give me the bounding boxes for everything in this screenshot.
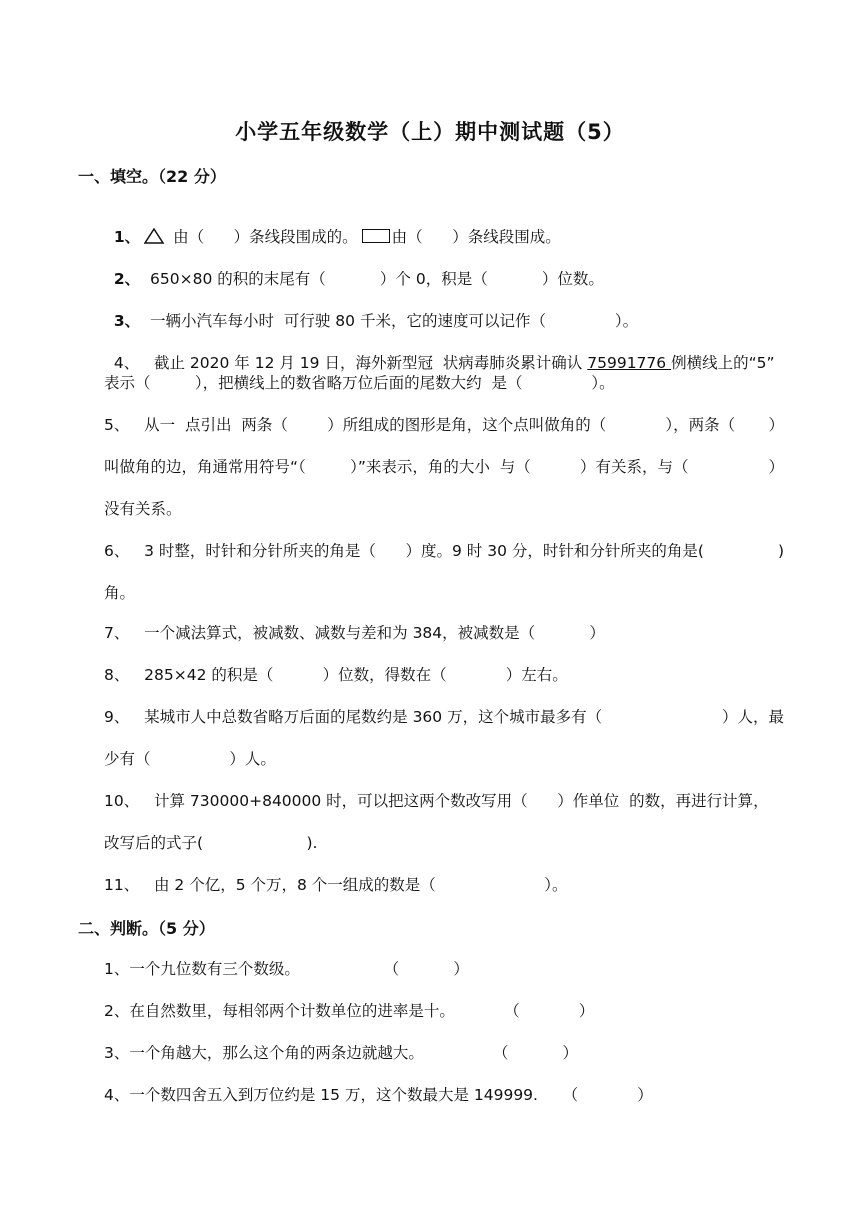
- rectangle-icon: [362, 229, 390, 243]
- question-5-line-3: 没有关系。: [104, 500, 182, 518]
- question-2: [104, 246, 784, 290]
- question-text: ）: [724, 458, 784, 476]
- section-heading-fill-in: 一、填空。（22 分）: [78, 167, 226, 186]
- question-text: 6、 3 时整，时针和分针所夹的角是（ ）度。9 时 30 分，时针和分针所夹的角是(: [104, 542, 704, 560]
- question-9-line-2: 少有（ ）人。: [104, 750, 276, 768]
- judge-item-1: 1、一个九位数有三个数级。 （ ）: [104, 960, 469, 978]
- question-text: ）: [748, 416, 784, 434]
- question-1: [104, 204, 784, 248]
- question-6-line-2: 角。: [104, 584, 136, 602]
- judge-item-4: 4、一个数四舍五入到万位约是 15 万，这个数最大是 149999. （ ）: [104, 1086, 653, 1104]
- question-11: 11、 由 2 个亿，5 个万，8 个一组成的数是（ ）。: [104, 876, 568, 894]
- question-text: ): [728, 542, 784, 560]
- question-text: 叫做角的边，角通常用符号“（ ）”来表示，角的大小 与（ ）有关系，与（: [104, 458, 689, 476]
- triangle-icon: [144, 228, 164, 244]
- question-text: ）人，最: [643, 708, 784, 726]
- question-text: 5、 从一 点引出 两条（ ）所组成的图形是角，这个点叫做角的（ ），两条（: [104, 416, 736, 434]
- question-7: 7、 一个减法算式，被减数、减数与差和为 384，被减数是（ ）: [104, 624, 605, 642]
- question-number: 1、: [113, 228, 141, 246]
- question-5-line-1: [104, 414, 784, 436]
- question-10-line-1: 10、 计算 730000+840000 时，可以把这两个数改写用（ ）作单位 的数，再进行计算，: [104, 792, 769, 810]
- question-10-line-2: 改写后的式子( ).: [104, 834, 318, 852]
- question-9-line-1: [104, 706, 784, 728]
- question-5-line-2: [104, 456, 784, 478]
- question-text: 一辆小汽车每小时 可行驶 80 千米，它的速度可以记作（ ）。: [140, 312, 639, 330]
- question-6-line-1: [104, 540, 784, 562]
- question-text: 由（ ）条线段围成的。: [168, 228, 358, 246]
- question-text: 4、 截止 2020 年 12 月 19 日，海外新型冠 状病毒肺炎累计确认: [113, 354, 588, 372]
- question-text: 由（ ）条线段围成。: [391, 228, 561, 246]
- underlined-number: 75991776: [587, 354, 672, 372]
- judge-item-2: 2、在自然数里，每相邻两个计数单位的进率是十。 （ ）: [104, 1002, 595, 1020]
- page-title: 小学五年级数学（上）期中测试题（5）: [235, 120, 625, 144]
- question-text: 650×80 的积的末尾有（ ）个 0，积是（ ）位数。: [140, 270, 604, 288]
- question-number: 3、: [113, 312, 141, 330]
- judge-item-3: 3、一个角越大，那么这个角的两条边就越大。 （ ）: [104, 1044, 579, 1062]
- question-4-line-2: 表示（ ），把横线上的数省略万位后面的尾数大约 是（ ）。: [104, 374, 615, 392]
- question-4-line-1: [104, 330, 784, 374]
- question-text: 例横线上的“5”: [671, 354, 775, 372]
- section-heading-judge: 二、判断。（5 分）: [78, 919, 215, 938]
- question-3: [104, 288, 784, 332]
- question-number: 2、: [113, 270, 141, 288]
- question-text: 9、 某城市人中总数省略万后面的尾数约是 360 万，这个城市最多有（: [104, 708, 603, 726]
- question-8: 8、 285×42 的积是（ ）位数，得数在（ ）左右。: [104, 666, 568, 684]
